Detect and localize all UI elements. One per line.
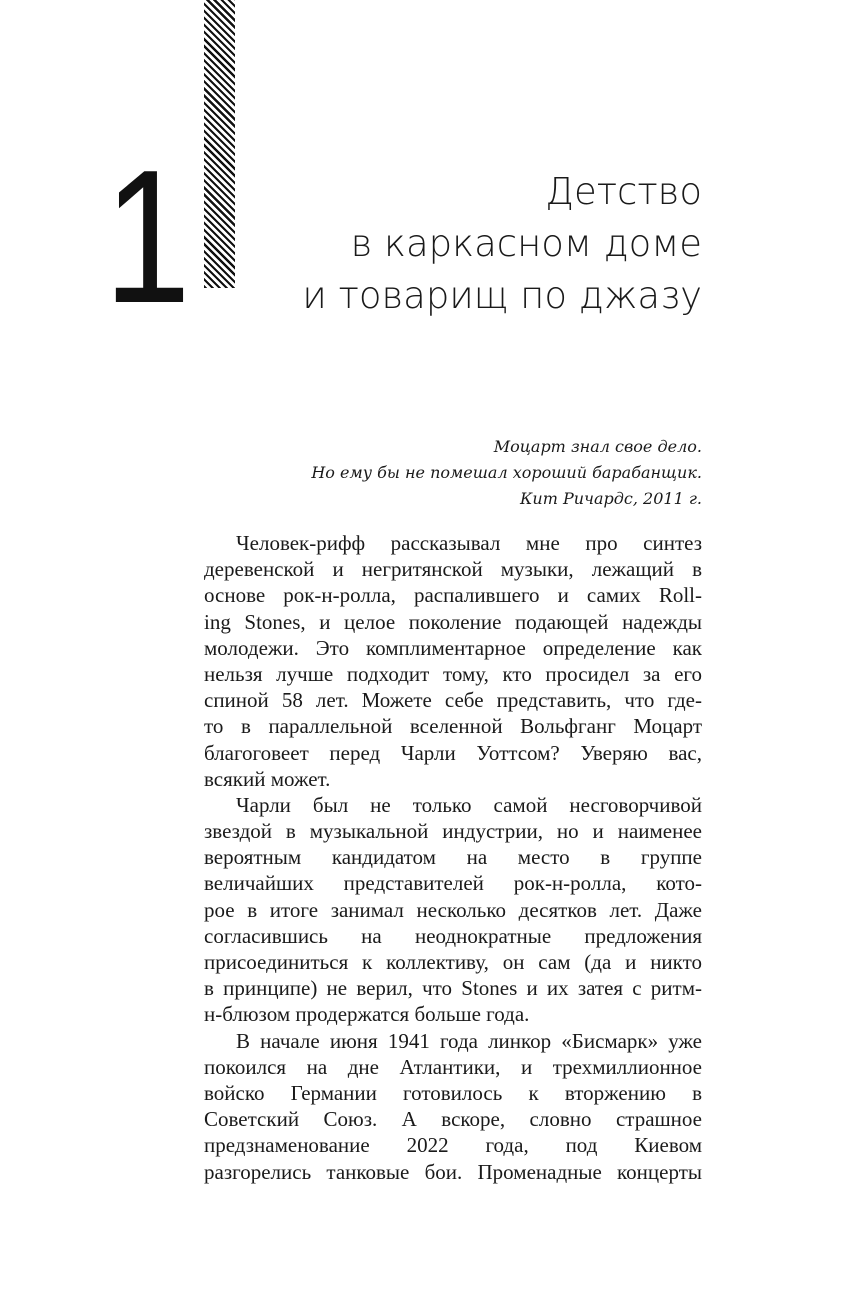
text-line: вероятным кандидатом на место в группе	[204, 845, 702, 870]
text-line: войско Германии готовилось к вторжению в	[204, 1080, 702, 1105]
body-text	[204, 530, 702, 1185]
paragraph	[204, 1028, 702, 1185]
epigraph-attribution: Кит Ричардс, 2011 г.	[520, 489, 702, 508]
text-line: нельзя лучше подходит тому, кто просидел за его	[204, 661, 702, 686]
text-line: покоился на дне Атлантики, и трехмиллионное	[204, 1054, 702, 1079]
epigraph-line: Моцарт знал свое дело.	[493, 437, 702, 456]
chapter-title-line: и товарищ по джазу	[302, 274, 702, 317]
text-line: В начале июня 1941 года линкор «Бисмарк» уже	[236, 1028, 702, 1053]
paragraph	[204, 530, 702, 792]
chapter-number: 1	[104, 131, 188, 343]
text-line: молодежи. Это комплиментарное определение как	[204, 635, 702, 660]
text-line: согласившись на неоднократные предложения	[204, 923, 702, 948]
text-line: в принципе) не верил, что Stones и их затея с ритм-	[204, 976, 702, 1001]
epigraph	[222, 434, 702, 512]
chapter-title-line: в каркасном доме	[350, 222, 702, 265]
text-line: благоговеет перед Чарли Уоттсом? Уверяю вас,	[204, 740, 702, 765]
text-line: Чарли был не только самой несговорчивой	[236, 792, 702, 817]
text-line: то в параллельной вселенной Вольфганг Моцарт	[204, 714, 702, 739]
text-line: основе рок-н-ролла, распалившего и самих Roll-	[204, 583, 702, 608]
text-line: ing Stones, и целое поколение подающей надежды	[204, 609, 702, 634]
text-line: Советский Союз. А вскоре, словно страшное	[204, 1107, 702, 1132]
text-line: предзнаменование 2022 года, под Киевом	[204, 1133, 702, 1158]
text-line: деревенской и негритянской музыки, лежащий в	[204, 557, 702, 582]
decorative-hatch-bar	[204, 0, 235, 288]
text-line: звездой в музыкальной индустрии, но и наименее	[204, 819, 702, 844]
text-line: рое в итоге занимал несколько десятков лет. Даже	[204, 897, 702, 922]
text-line: спиной 58 лет. Можете себе представить, что где-	[204, 688, 702, 713]
chapter-title	[242, 166, 702, 322]
text-line: Человек-рифф рассказывал мне про синтез	[236, 531, 702, 555]
epigraph-line: Но ему бы не помешал хороший барабанщик.	[311, 463, 702, 482]
text-line: н-блюзом продержатся больше года.	[204, 1002, 530, 1027]
text-line: всякий может.	[204, 766, 331, 791]
text-line: величайших представителей рок-н-ролла, кото-	[204, 871, 702, 896]
text-line: разгорелись танковые бои. Променадные концерты	[204, 1159, 702, 1184]
chapter-title-line: Детство	[545, 170, 702, 213]
text-line: присоединиться к коллективу, он сам (да и никто	[204, 950, 702, 974]
paragraph	[204, 792, 702, 1028]
